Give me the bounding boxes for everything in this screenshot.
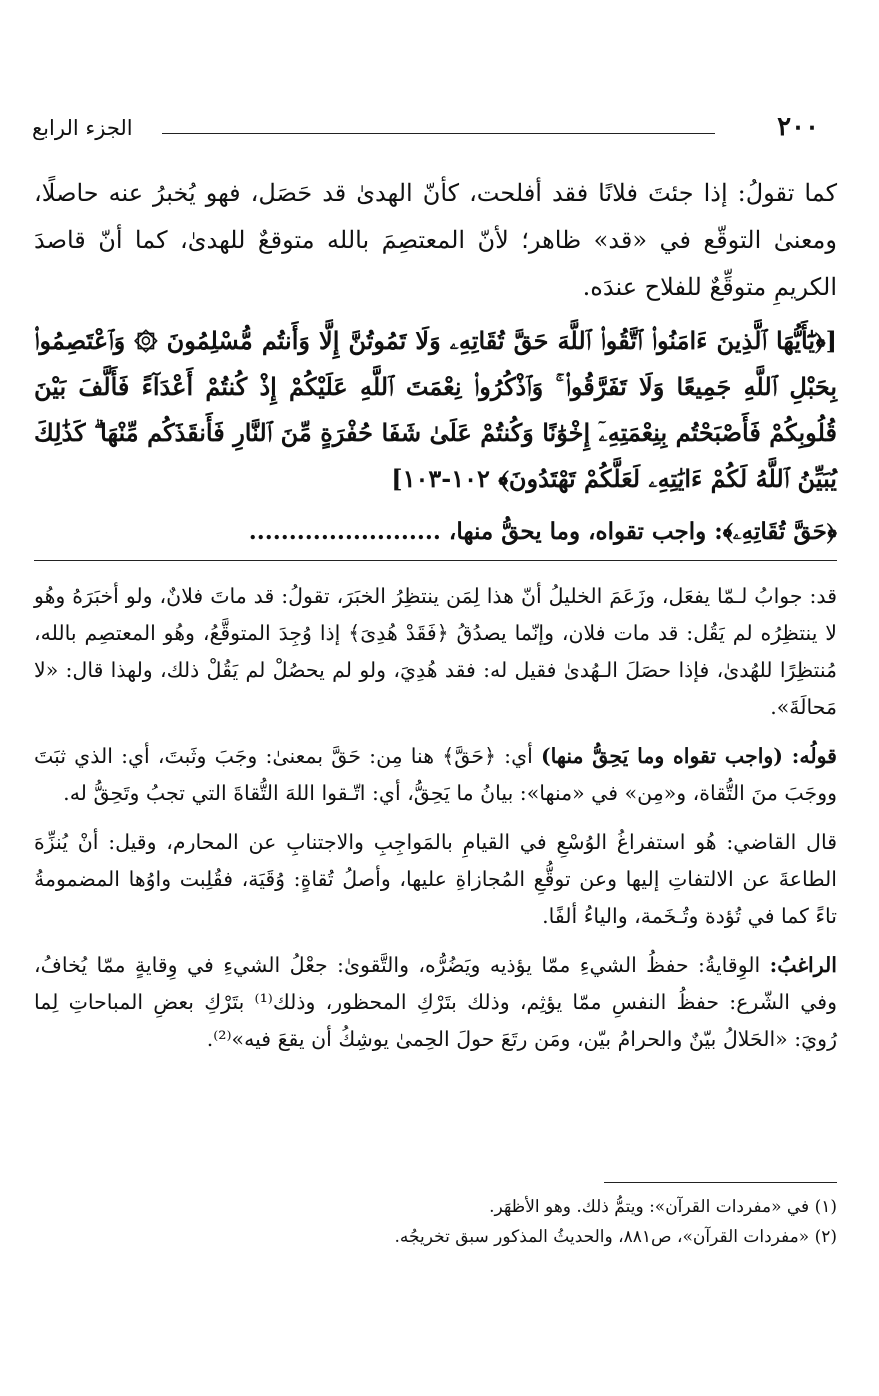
commentary-paragraph: قد: جوابُ لـمّا يفعَل، وزَعَمَ الخليلُ أنّ هذا لِمَن ينتظِرُ الخبَرَ، تقولُ: قد ماتَ فلانٌ، ولو أخبَرَهُ وهُو لا ينتظِرُه لم يَقُل: قد مات فلان، وإنّما يصدُقُ ﴿فَقَدْ هُدِىَ﴾ إذا وُجِدَ المتوقَّعُ، وهُو المعتصِم بالله، مُنتظِرًا للهُدىٰ، فإذا حصَلَ الـهُدىٰ فقيل له: فقد هُدِيَ، ولو لم يحصُلْ لم يَقُلْ ذلك، ولهذا قال: «لا مَحالَةَ».: [34, 584, 837, 719]
page-number: ٢٠٠: [777, 112, 819, 142]
footnotes: [34, 1192, 837, 1252]
footnote-1: (١) في «مفردات القرآن»: ويتمُّ ذلك. وهو الأظهَر.: [489, 1197, 837, 1217]
intro-text: [34, 170, 837, 311]
part-title: الجزء الرابع: [32, 116, 133, 140]
quran-verse: [34, 318, 837, 502]
page-header: [32, 112, 819, 152]
section-divider: [34, 560, 837, 561]
commentary-paragraph: قولُه: (واجب تقواه وما يَحِقُّ منها) أي: ﴿حَقَّ﴾ هنا مِن: حَقَّ بمعنىٰ: وجَبَ وثَبتَ، أي: الذي ثبَتَ ووجَبَ منَ التُّقاة، و«مِن» في «منها»: بيانُ ما يَحِقُّ، أي: اتّـقوا اللهَ التُّقاةَ التي تجبُ وتَحِقُّ له.: [34, 744, 837, 805]
gloss-text: ﴿حَقَّ تُقَاتِهِۦ﴾: واجب تقواه، وما يحقُّ منها، ........................: [248, 518, 837, 545]
intro-paragraph: كما تقولُ: إذا جئتَ فلانًا فقد أفلحت، كأنّ الهدىٰ قد حَصَل، فهو يُخبرُ عنه حاصلًا، ومعنىٰ التوقّع في «قد» ظاهر؛ لأنّ المعتصِمَ بالله متوقعٌ للهدىٰ، كما أنّ قاصدَ الكريمِ متوقِّعٌ للفلاح عندَه.: [34, 179, 837, 301]
verse-gloss: [34, 512, 837, 552]
verse-text: [﴿يَٰٓأَيُّهَا ٱلَّذِينَ ءَامَنُوا۟ ٱتَّقُوا۟ ٱللَّهَ حَقَّ تُقَاتِهِۦ وَلَا تَمُوتُنَّ إِلَّا وَأَنتُم مُّسْلِمُونَ ۞ وَٱعْتَصِمُوا۟ بِحَبْلِ ٱللَّهِ جَمِيعًا وَلَا تَفَرَّقُوا۟ ۚ وَٱذْكُرُوا۟ نِعْمَتَ ٱللَّهِ عَلَيْكُمْ إِذْ كُنتُمْ أَعْدَآءً فَأَلَّفَ بَيْنَ قُلُوبِكُمْ فَأَصْبَحْتُم بِنِعْمَتِهِۦٓ إِخْوَٰنًا وَكُنتُمْ عَلَىٰ شَفَا حُفْرَةٍ مِّنَ ٱلنَّارِ فَأَنقَذَكُم مِّنْهَا ۗ كَذَٰلِكَ يُبَيِّنُ ٱللَّهُ لَكُمْ ءَايَٰتِهِۦ لَعَلَّكُمْ تَهْتَدُونَ﴾ ١٠٢-١٠٣]: [34, 326, 837, 493]
footnote-separator: [604, 1182, 837, 1183]
commentary-paragraph: الراغبُ: الوِقايةُ: حفظُ الشيءِ ممّا يؤذيه ويَضُرُّه، والتَّقوىٰ: جعْلُ الشيءِ في وِقايةٍ ممّا يُخافُ، وفي الشّرع: حفظُ النفسِ ممّا يؤثِم، وذلك بتَرْكِ المحظور، وذلك⁽¹⁾ بتَرْكِ بعضِ المباحاتِ لِما رُويَ: «الحَلالُ بيّنٌ والحرامُ بيّن، ومَن رتَعَ حولَ الحِمىٰ يوشِكُ أن يقعَ فيه»⁽²⁾.: [34, 953, 837, 1051]
header-rule: [162, 133, 715, 134]
commentary: [34, 578, 837, 1070]
footnote-2: (٢) «مفردات القرآن»، ص٨٨١، والحديثُ المذكور سبق تخريجُه.: [394, 1227, 837, 1247]
commentary-paragraph: قال القاضي: هُو استفراغُ الوُسْعِ في القيامِ بالمَواجِبِ والاجتنابِ عن المحارم، وقيل: أنْ يُنزِّهَ الطاعةَ عن الالتفاتِ إليها وعن توقُّعِ المُجازاةِ عليها، وأصلُ تُقاةٍ: وُقَيَة، فقُلِبت واوُها المضمومةُ تاءً كما في تُؤدة وتُـخَمة، والياءُ ألفًا.: [34, 830, 837, 928]
